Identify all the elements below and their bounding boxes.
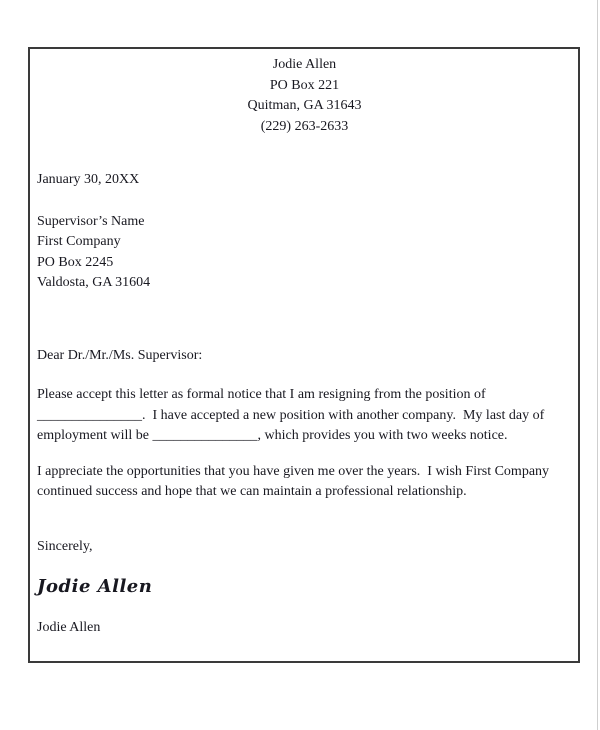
body-paragraph-2 bbox=[37, 462, 572, 503]
resignation-letter bbox=[28, 47, 580, 663]
sender-phone: (229) 263-2633 bbox=[260, 118, 349, 134]
recipient-name: Supervisor’s Name bbox=[37, 213, 145, 229]
paragraph-line: _______________. I have accepted a new position with another company. My last day of bbox=[37, 407, 545, 423]
letter-date: January 30, 20XX bbox=[37, 172, 140, 187]
paragraph-line: I appreciate the opportunities that you have given me over the years. I wish First Company bbox=[37, 463, 550, 479]
sender-address-line2: Quitman, GA 31643 bbox=[247, 98, 362, 113]
recipient-address-line2: Valdosta, GA 31604 bbox=[37, 275, 151, 290]
sender-address-line1: PO Box 221 bbox=[269, 77, 340, 93]
paragraph-line: continued success and hope that we can maintain a professional relationship. bbox=[37, 484, 467, 499]
body-paragraph-1 bbox=[37, 385, 572, 447]
recipient-company: First Company bbox=[37, 234, 121, 249]
signature-typed-name: Jodie Allen bbox=[37, 620, 101, 635]
signature-handwritten: Jodie Allen bbox=[37, 576, 153, 597]
paragraph-line: employment will be _______________, which provides you with two weeks notice. bbox=[37, 428, 508, 443]
paragraph-line: Please accept this letter as formal notice that I am resigning from the position of bbox=[37, 387, 486, 402]
recipient-address-line1: PO Box 2245 bbox=[37, 254, 114, 270]
sender-name: Jodie Allen bbox=[272, 57, 337, 72]
recipient-block bbox=[37, 212, 572, 294]
closing: Sincerely, bbox=[37, 538, 93, 554]
salutation: Dear Dr./Mr./Ms. Supervisor: bbox=[37, 347, 203, 363]
page-edge-line bbox=[597, 0, 598, 730]
letterhead bbox=[37, 55, 572, 137]
